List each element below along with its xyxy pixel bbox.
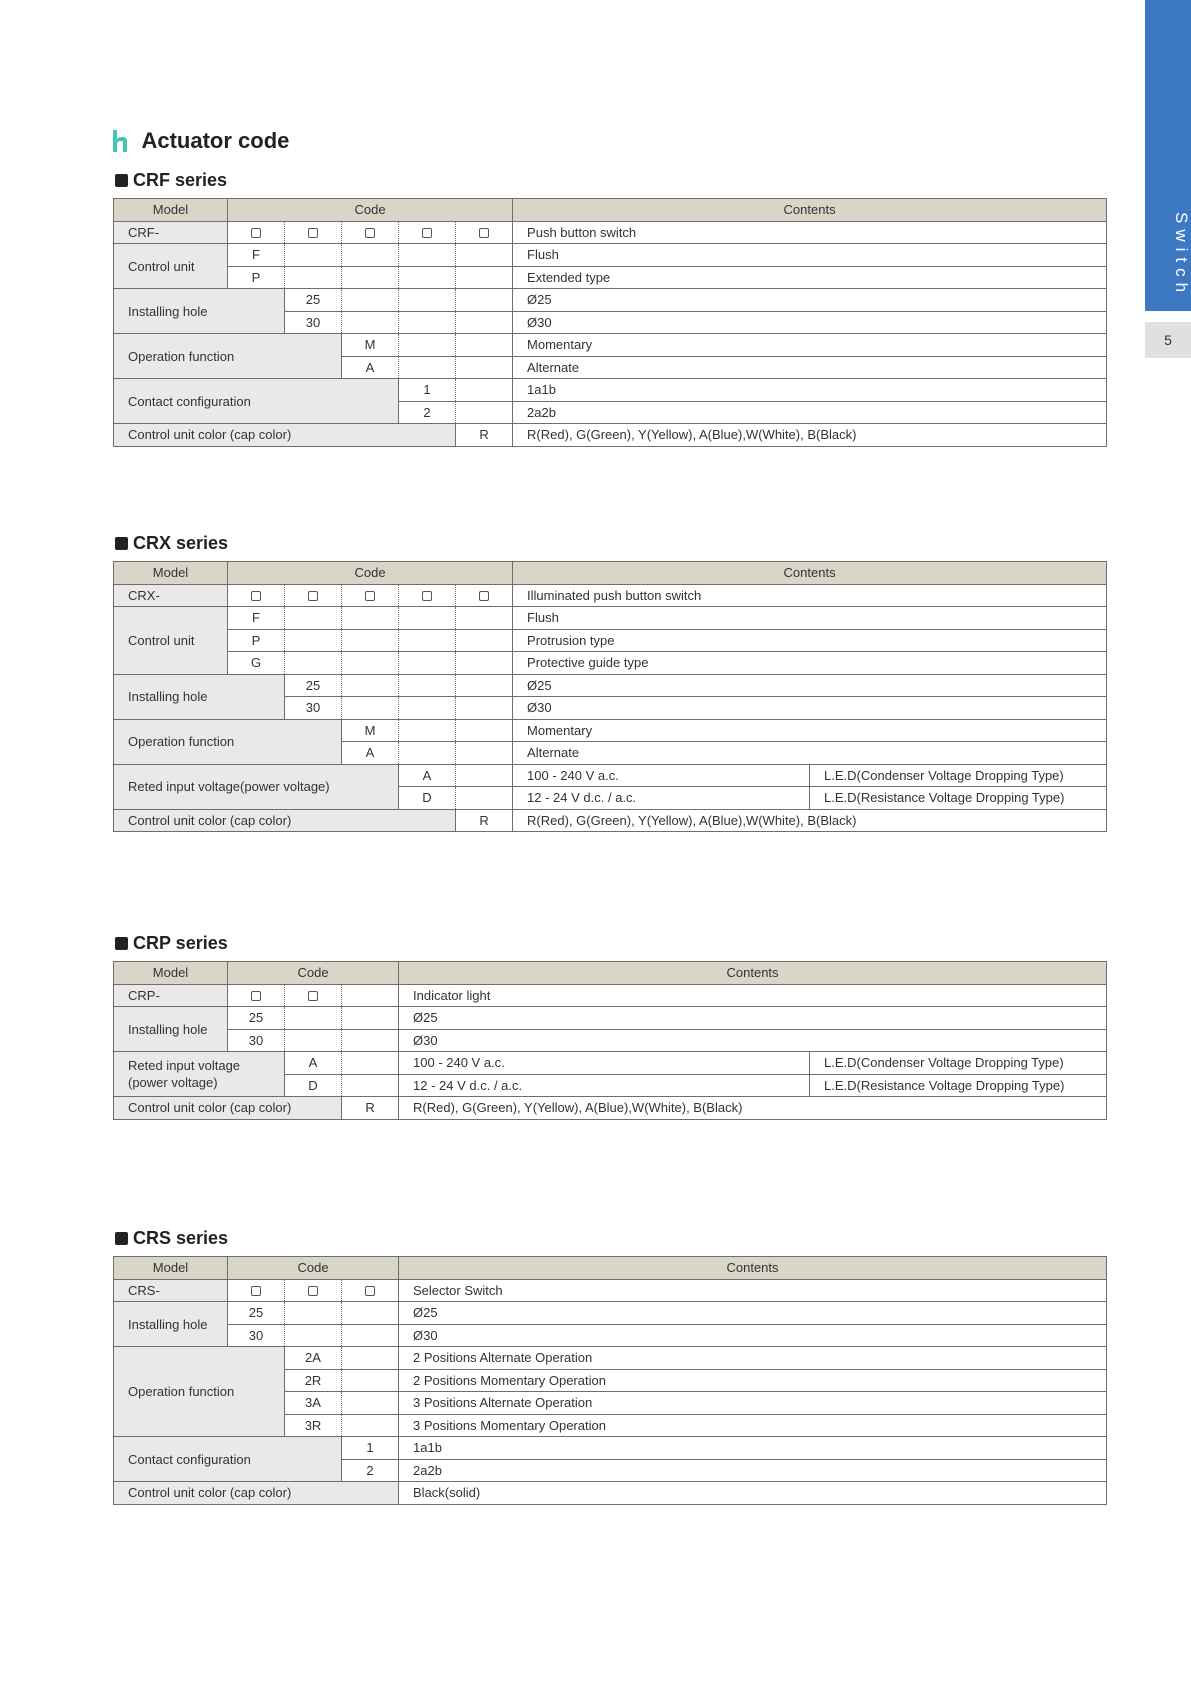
table-row bbox=[114, 266, 1107, 289]
empty-cell: Model bbox=[114, 1257, 228, 1280]
row-label bbox=[114, 1052, 285, 1097]
empty-cell bbox=[399, 244, 456, 267]
code-cell: M bbox=[342, 334, 399, 357]
empty-cell bbox=[399, 674, 456, 697]
bullet-square-icon bbox=[115, 937, 128, 950]
model-prefix: CRF- bbox=[114, 221, 228, 244]
code-box-icon bbox=[479, 228, 489, 238]
crx-section-heading bbox=[115, 533, 228, 553]
empty-cell bbox=[456, 629, 513, 652]
contents-cell: Ø25 bbox=[513, 674, 1107, 697]
table-row bbox=[114, 1482, 1107, 1505]
empty-cell bbox=[456, 719, 513, 742]
contents-cell: Alternate bbox=[513, 742, 1107, 765]
contents-cell: L.E.D(Condenser Voltage Dropping Type) bbox=[810, 1052, 1107, 1075]
code-cell: 1 bbox=[399, 379, 456, 402]
code-cell: F bbox=[228, 607, 285, 630]
empty-cell: Model bbox=[114, 962, 228, 985]
empty-cell bbox=[456, 379, 513, 402]
table-header-row bbox=[114, 562, 1107, 585]
empty-cell bbox=[285, 1302, 342, 1325]
table-row bbox=[114, 652, 1107, 675]
crf-table bbox=[113, 198, 1107, 447]
row-label: Installing hole bbox=[114, 1007, 228, 1052]
code-cell: 25 bbox=[285, 674, 342, 697]
empty-cell bbox=[456, 742, 513, 765]
contents-cell: L.E.D(Condenser Voltage Dropping Type) bbox=[810, 764, 1107, 787]
empty-cell bbox=[342, 1052, 399, 1075]
empty-cell bbox=[399, 719, 456, 742]
row-label: Installing hole bbox=[114, 289, 285, 334]
label-text: CRX series bbox=[133, 533, 229, 553]
model-prefix: CRS- bbox=[114, 1279, 228, 1302]
empty-cell: Code bbox=[228, 1257, 399, 1280]
empty-cell bbox=[456, 607, 513, 630]
table-row bbox=[114, 1052, 1107, 1075]
contents-cell: Protective guide type bbox=[513, 652, 1107, 675]
code-cell bbox=[342, 1279, 399, 1302]
empty-cell bbox=[342, 1392, 399, 1415]
code-cell: 3R bbox=[285, 1414, 342, 1437]
contents-cell: Extended type bbox=[513, 266, 1107, 289]
empty-cell bbox=[399, 652, 456, 675]
table-row bbox=[114, 1347, 1107, 1370]
code-cell: 3A bbox=[285, 1392, 342, 1415]
contents-cell: Ø30 bbox=[513, 697, 1107, 720]
bullet-square-icon bbox=[115, 1232, 128, 1245]
code-cell: 30 bbox=[228, 1324, 285, 1347]
row-label: Operation function bbox=[114, 1347, 285, 1437]
code-cell bbox=[228, 984, 285, 1007]
side-tab-label: Switch bbox=[1172, 212, 1191, 299]
row-label: Control unit color (cap color) bbox=[114, 424, 456, 447]
contents-cell: Ø25 bbox=[399, 1302, 1107, 1325]
contents-cell: Ø25 bbox=[399, 1007, 1107, 1030]
contents-cell: 2 Positions Alternate Operation bbox=[399, 1347, 1107, 1370]
code-box-icon bbox=[251, 228, 261, 238]
bullet-square-icon bbox=[115, 174, 128, 187]
contents-cell: Indicator light bbox=[399, 984, 1107, 1007]
row-label: Operation function bbox=[114, 334, 342, 379]
empty-cell bbox=[342, 629, 399, 652]
empty-cell: Model bbox=[114, 562, 228, 585]
empty-cell bbox=[342, 674, 399, 697]
table-row bbox=[114, 629, 1107, 652]
code-cell: 30 bbox=[228, 1029, 285, 1052]
code-cell bbox=[399, 221, 456, 244]
empty-cell bbox=[456, 764, 513, 787]
empty-cell bbox=[342, 652, 399, 675]
code-cell: 25 bbox=[228, 1007, 285, 1030]
code-box-icon bbox=[365, 1286, 375, 1296]
empty-cell bbox=[342, 1369, 399, 1392]
contents-cell: Alternate bbox=[513, 356, 1107, 379]
code-cell bbox=[342, 584, 399, 607]
contents-cell: 2a2b bbox=[513, 401, 1107, 424]
code-cell: R bbox=[456, 809, 513, 832]
code-cell: 25 bbox=[285, 289, 342, 312]
empty-cell bbox=[456, 401, 513, 424]
empty-cell bbox=[342, 1302, 399, 1325]
contents-cell: 1a1b bbox=[513, 379, 1107, 402]
label-text: CRP series bbox=[133, 933, 228, 953]
code-cell: 30 bbox=[285, 697, 342, 720]
empty-cell bbox=[342, 1074, 399, 1097]
row-label: Operation function bbox=[114, 719, 342, 764]
crf-section-heading bbox=[115, 170, 227, 190]
table-header-row bbox=[114, 1257, 1107, 1280]
code-cell bbox=[456, 584, 513, 607]
model-prefix: CRP- bbox=[114, 984, 228, 1007]
table-row bbox=[114, 607, 1107, 630]
empty-cell bbox=[456, 334, 513, 357]
page-title-text: Actuator code bbox=[141, 128, 290, 153]
empty-cell bbox=[456, 787, 513, 810]
code-cell: D bbox=[285, 1074, 342, 1097]
row-label: Control unit color (cap color) bbox=[114, 1097, 342, 1120]
table-row bbox=[114, 764, 1107, 787]
code-box-icon bbox=[365, 591, 375, 601]
empty-cell bbox=[399, 311, 456, 334]
code-box-icon bbox=[251, 591, 261, 601]
table-row bbox=[114, 289, 1107, 312]
code-cell: 2R bbox=[285, 1369, 342, 1392]
empty-cell bbox=[456, 266, 513, 289]
empty-cell bbox=[399, 289, 456, 312]
table-row bbox=[114, 584, 1107, 607]
contents-cell: Ø30 bbox=[513, 311, 1107, 334]
empty-cell: Contents bbox=[399, 1257, 1107, 1280]
contents-cell: Ø30 bbox=[399, 1324, 1107, 1347]
contents-cell: R(Red), G(Green), Y(Yellow), A(Blue),W(White), B(Black) bbox=[399, 1097, 1107, 1120]
table-row bbox=[114, 719, 1107, 742]
row-label: Control unit color (cap color) bbox=[114, 809, 456, 832]
empty-cell bbox=[285, 266, 342, 289]
code-box-icon bbox=[251, 1286, 261, 1296]
code-cell bbox=[228, 1279, 285, 1302]
contents-cell: 12 - 24 V d.c. / a.c. bbox=[513, 787, 810, 810]
contents-cell: 12 - 24 V d.c. / a.c. bbox=[399, 1074, 810, 1097]
code-cell bbox=[456, 221, 513, 244]
table-row bbox=[114, 1029, 1107, 1052]
empty-cell bbox=[456, 674, 513, 697]
model-prefix: CRX- bbox=[114, 584, 228, 607]
empty-cell bbox=[342, 1414, 399, 1437]
contents-cell: Black(solid) bbox=[399, 1482, 1107, 1505]
empty-cell bbox=[285, 629, 342, 652]
code-cell: D bbox=[399, 787, 456, 810]
contents-cell: L.E.D(Resistance Voltage Dropping Type) bbox=[810, 1074, 1107, 1097]
empty-cell bbox=[342, 1029, 399, 1052]
contents-cell: L.E.D(Resistance Voltage Dropping Type) bbox=[810, 787, 1107, 810]
empty-cell bbox=[399, 742, 456, 765]
code-cell: 2A bbox=[285, 1347, 342, 1370]
empty-cell bbox=[342, 289, 399, 312]
code-cell: 25 bbox=[228, 1302, 285, 1325]
empty-cell bbox=[456, 311, 513, 334]
table-row bbox=[114, 1097, 1107, 1120]
empty-cell bbox=[342, 1324, 399, 1347]
crx-table bbox=[113, 561, 1107, 832]
code-cell bbox=[399, 584, 456, 607]
contents-cell: Ø30 bbox=[399, 1029, 1107, 1052]
empty-cell bbox=[342, 984, 399, 1007]
code-cell: 30 bbox=[285, 311, 342, 334]
contents-cell: Selector Switch bbox=[399, 1279, 1107, 1302]
empty-cell bbox=[456, 289, 513, 312]
code-cell: R bbox=[456, 424, 513, 447]
code-cell: P bbox=[228, 629, 285, 652]
empty-cell bbox=[285, 1324, 342, 1347]
contents-cell: R(Red), G(Green), Y(Yellow), A(Blue),W(White), B(Black) bbox=[513, 809, 1107, 832]
empty-cell bbox=[399, 607, 456, 630]
page-title bbox=[113, 128, 289, 158]
empty-cell bbox=[399, 266, 456, 289]
table-row bbox=[114, 674, 1107, 697]
code-cell: 2 bbox=[342, 1459, 399, 1482]
empty-cell: Contents bbox=[399, 962, 1107, 985]
empty-cell bbox=[456, 244, 513, 267]
contents-cell: 100 - 240 V a.c. bbox=[399, 1052, 810, 1075]
code-box-icon bbox=[422, 591, 432, 601]
row-label: Installing hole bbox=[114, 1302, 228, 1347]
table-row bbox=[114, 1324, 1107, 1347]
code-cell: P bbox=[228, 266, 285, 289]
row-label: Reted input voltage(power voltage) bbox=[114, 764, 399, 809]
side-tab bbox=[1145, 0, 1191, 311]
code-cell: A bbox=[342, 742, 399, 765]
empty-cell bbox=[456, 697, 513, 720]
contents-cell: 3 Positions Alternate Operation bbox=[399, 1392, 1107, 1415]
code-box-icon bbox=[479, 591, 489, 601]
empty-cell bbox=[342, 697, 399, 720]
label-text: CRF series bbox=[133, 170, 228, 190]
table-row bbox=[114, 334, 1107, 357]
contents-cell: 3 Positions Momentary Operation bbox=[399, 1414, 1107, 1437]
header-contents: Contents bbox=[513, 199, 1107, 222]
page-number: 5 bbox=[1145, 322, 1191, 358]
code-cell: F bbox=[228, 244, 285, 267]
label-text: (power voltage) bbox=[128, 1075, 218, 1090]
crp-table bbox=[113, 961, 1107, 1120]
row-label: Contact configuration bbox=[114, 1437, 342, 1482]
contents-cell: Momentary bbox=[513, 719, 1107, 742]
code-cell: M bbox=[342, 719, 399, 742]
empty-cell bbox=[285, 1029, 342, 1052]
contents-cell: 100 - 240 V a.c. bbox=[513, 764, 810, 787]
crs-section-heading bbox=[115, 1228, 228, 1248]
code-cell: R bbox=[342, 1097, 399, 1120]
code-cell: A bbox=[285, 1052, 342, 1075]
code-cell bbox=[285, 1279, 342, 1302]
table-header-row bbox=[114, 962, 1107, 985]
code-box-icon bbox=[251, 991, 261, 1001]
empty-cell bbox=[285, 607, 342, 630]
table-row bbox=[114, 244, 1107, 267]
empty-cell bbox=[342, 311, 399, 334]
code-cell bbox=[228, 584, 285, 607]
empty-cell bbox=[399, 356, 456, 379]
table-header-row bbox=[114, 199, 1107, 222]
empty-cell bbox=[285, 1007, 342, 1030]
table-row bbox=[114, 221, 1107, 244]
row-label: Contact configuration bbox=[114, 379, 399, 424]
code-box-icon bbox=[308, 591, 318, 601]
empty-cell: Code bbox=[228, 562, 513, 585]
empty-cell bbox=[285, 244, 342, 267]
table-row bbox=[114, 424, 1107, 447]
code-box-icon bbox=[422, 228, 432, 238]
bullet-square-icon bbox=[115, 537, 128, 550]
brand-h-icon bbox=[113, 130, 129, 152]
table-row bbox=[114, 1279, 1107, 1302]
crs-table bbox=[113, 1256, 1107, 1505]
code-cell: A bbox=[399, 764, 456, 787]
table-row bbox=[114, 1302, 1107, 1325]
table-row bbox=[114, 1007, 1107, 1030]
contents-cell: Flush bbox=[513, 607, 1107, 630]
label-text: CRS series bbox=[133, 1228, 229, 1248]
code-cell: 1 bbox=[342, 1437, 399, 1460]
contents-cell: 2 Positions Momentary Operation bbox=[399, 1369, 1107, 1392]
empty-cell bbox=[342, 607, 399, 630]
empty-cell bbox=[342, 244, 399, 267]
empty-cell bbox=[399, 697, 456, 720]
contents-cell: Ø25 bbox=[513, 289, 1107, 312]
row-label: Control unit color (cap color) bbox=[114, 1482, 399, 1505]
empty-cell bbox=[399, 629, 456, 652]
crp-section-heading bbox=[115, 933, 228, 953]
contents-cell: 1a1b bbox=[399, 1437, 1107, 1460]
code-cell bbox=[285, 221, 342, 244]
empty-cell bbox=[285, 652, 342, 675]
row-label: Installing hole bbox=[114, 674, 285, 719]
table-row bbox=[114, 984, 1107, 1007]
table-row bbox=[114, 809, 1107, 832]
contents-cell: Push button switch bbox=[513, 221, 1107, 244]
contents-cell: Protrusion type bbox=[513, 629, 1107, 652]
code-cell bbox=[285, 584, 342, 607]
code-box-icon bbox=[365, 228, 375, 238]
contents-cell: Flush bbox=[513, 244, 1107, 267]
contents-cell: Momentary bbox=[513, 334, 1107, 357]
contents-cell: 2a2b bbox=[399, 1459, 1107, 1482]
empty-cell bbox=[456, 356, 513, 379]
code-cell: A bbox=[342, 356, 399, 379]
code-cell: G bbox=[228, 652, 285, 675]
empty-cell: Contents bbox=[513, 562, 1107, 585]
empty-cell bbox=[342, 266, 399, 289]
empty-cell: Code bbox=[228, 962, 399, 985]
empty-cell bbox=[399, 334, 456, 357]
code-box-icon bbox=[308, 228, 318, 238]
contents-cell: R(Red), G(Green), Y(Yellow), A(Blue),W(White), B(Black) bbox=[513, 424, 1107, 447]
row-label: Control unit bbox=[114, 244, 228, 289]
empty-cell bbox=[342, 1007, 399, 1030]
contents-cell: Illuminated push button switch bbox=[513, 584, 1107, 607]
table-row bbox=[114, 379, 1107, 402]
header-code: Code bbox=[228, 199, 513, 222]
empty-cell bbox=[342, 1347, 399, 1370]
label-text: Reted input voltage bbox=[128, 1058, 241, 1073]
table-row bbox=[114, 1437, 1107, 1460]
header-model: Model bbox=[114, 199, 228, 222]
row-label: Control unit bbox=[114, 607, 228, 675]
code-box-icon bbox=[308, 991, 318, 1001]
empty-cell bbox=[456, 652, 513, 675]
code-box-icon bbox=[308, 1286, 318, 1296]
code-cell: 2 bbox=[399, 401, 456, 424]
code-cell bbox=[342, 221, 399, 244]
code-cell bbox=[228, 221, 285, 244]
code-cell bbox=[285, 984, 342, 1007]
